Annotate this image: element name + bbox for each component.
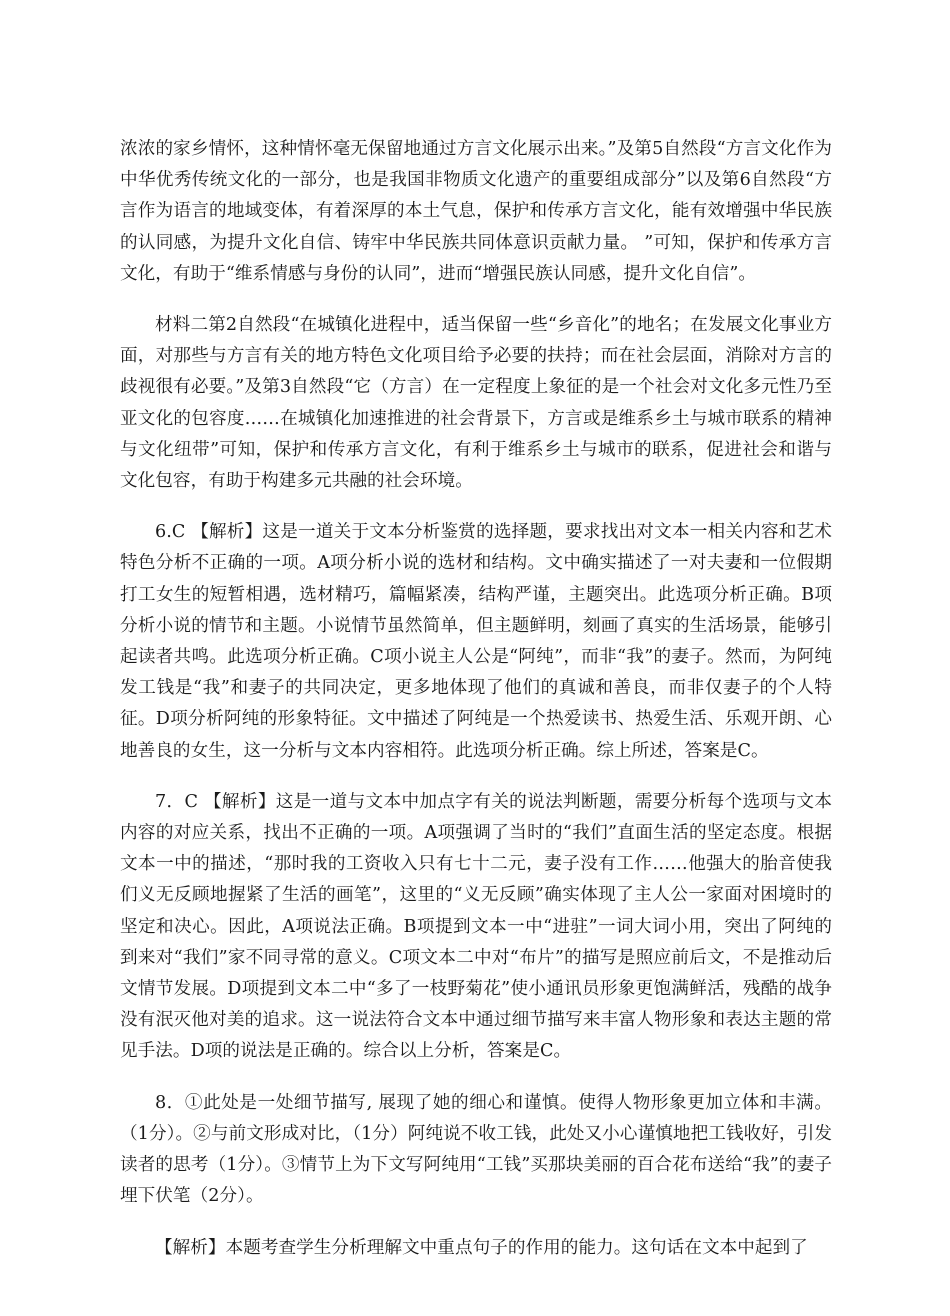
- paragraph-question-7-answer: 7．C 【解析】这是一道与文本中加点字有关的说法判断题，需要分析每个选项与文本内容的对应关系，找出不正确的一项。A项强调了当时的“我们”直面生活的坚定态度。根据文本一中的描述，“那时我的工资收入只有七十二元，妻子没有工作……他强大的胎音使我们义无反顾地握紧了生活的画笔”，这里的“义无反顾”确实体现了主人公一家面对困境时的坚定和决心。因此，A项说法正确。B项提到文本一中“进驻”一词大词小用，突出了阿纯的到来对“我们”家不同寻常的意义。C项文本二中对“布片”的描写是照应前后文，不是推动后文情节发展。D项提到文本二中“多了一枝野菊花”使小通讯员形象更饱满鲜活，残酷的战争没有泯灭他对美的追求。这一说法符合文本中通过细节描写来丰富人物形象和表达主题的常见手法。D项的说法是正确的。综合以上分析，答案是C。: [120, 791, 832, 1062]
- paragraph-material-one-conclusion: 浓浓的家乡情怀，这种情怀毫无保留地通过方言文化展示出来。”及第5自然段“方言文化作为中华优秀传统文化的一部分，也是我国非物质文化遗产的重要组成部分”以及第6自然段“方言作为语言的地域变体，有着深厚的本土气息，保护和传承方言文化，能有效增强中华民族的认同感，为提升文化自信、铸牢中华民族共同体意识贡献力量。 ”可知，保护和传承方言文化，有助于“维系情感与身份的认同”，进而“增强民族认同感，提升文化自信”。: [120, 139, 832, 284]
- document-page: [120, 134, 832, 1264]
- paragraph-material-two-analysis: 材料二第2自然段“在城镇化进程中，适当保留一些“乡音化”的地名；在发展文化事业方面，对那些与方言有关的地方特色文化项目给予必要的扶持；而在社会层面，消除对方言的歧视很有必要。”及第3自然段“它（方言）在一定程度上象征的是一个社会对文化多元性乃至亚文化的包容度……在城镇化加速推进的社会背景下，方言或是维系乡土与城市联系的精神与文化纽带”可知，保护和传承方言文化，有利于维系乡土与城市的联系，促进社会和谐与文化包容，有助于构建多元共融的社会环境。: [120, 315, 832, 492]
- paragraph-question-8-analysis: 【解析】本题考查学生分析理解文中重点句子的作用的能力。这句话在文本中起到了: [155, 1237, 808, 1258]
- paragraph-question-6-answer: 6.C 【解析】这是一道关于文本分析鉴赏的选择题，要求找出对文本一相关内容和艺术特色分析不正确的一项。A项分析小说的选材和结构。文中确实描述了一对夫妻和一位假期打工女生的短暂相遇，选材精巧，篇幅紧凑，结构严谨，主题突出。此选项分析正确。B项分析小说的情节和主题。小说情节虽然简单，但主题鲜明，刻画了真实的生活场景，能够引起读者共鸣。此选项分析正确。C项小说主人公是“阿纯”，而非“我”的妻子。然而，为阿纯发工钱是“我”和妻子的共同决定，更多地体现了他们的真诚和善良，而非仅妻子的个人特征。D项分析阿纯的形象特征。文中描述了阿纯是一个热爱读书、热爱生活、乐观开朗、心地善良的女生，这一分析与文本内容相符。此选项分析正确。综上所述，答案是C。: [120, 522, 832, 761]
- paragraph-question-8-answer: 8．①此处是一处细节描写, 展现了她的细心和谨慎。使得人物形象更加立体和丰满。（1分）。②与前文形成对比，（1分）阿纯说不收工钱，此处又小心谨慎地把工钱收好，引发读者的思考（1分）。③情节上为下文写阿纯用“工钱”买那块美丽的百合花布送给“我”的妻子埋下伏笔（2分）。: [120, 1092, 832, 1207]
